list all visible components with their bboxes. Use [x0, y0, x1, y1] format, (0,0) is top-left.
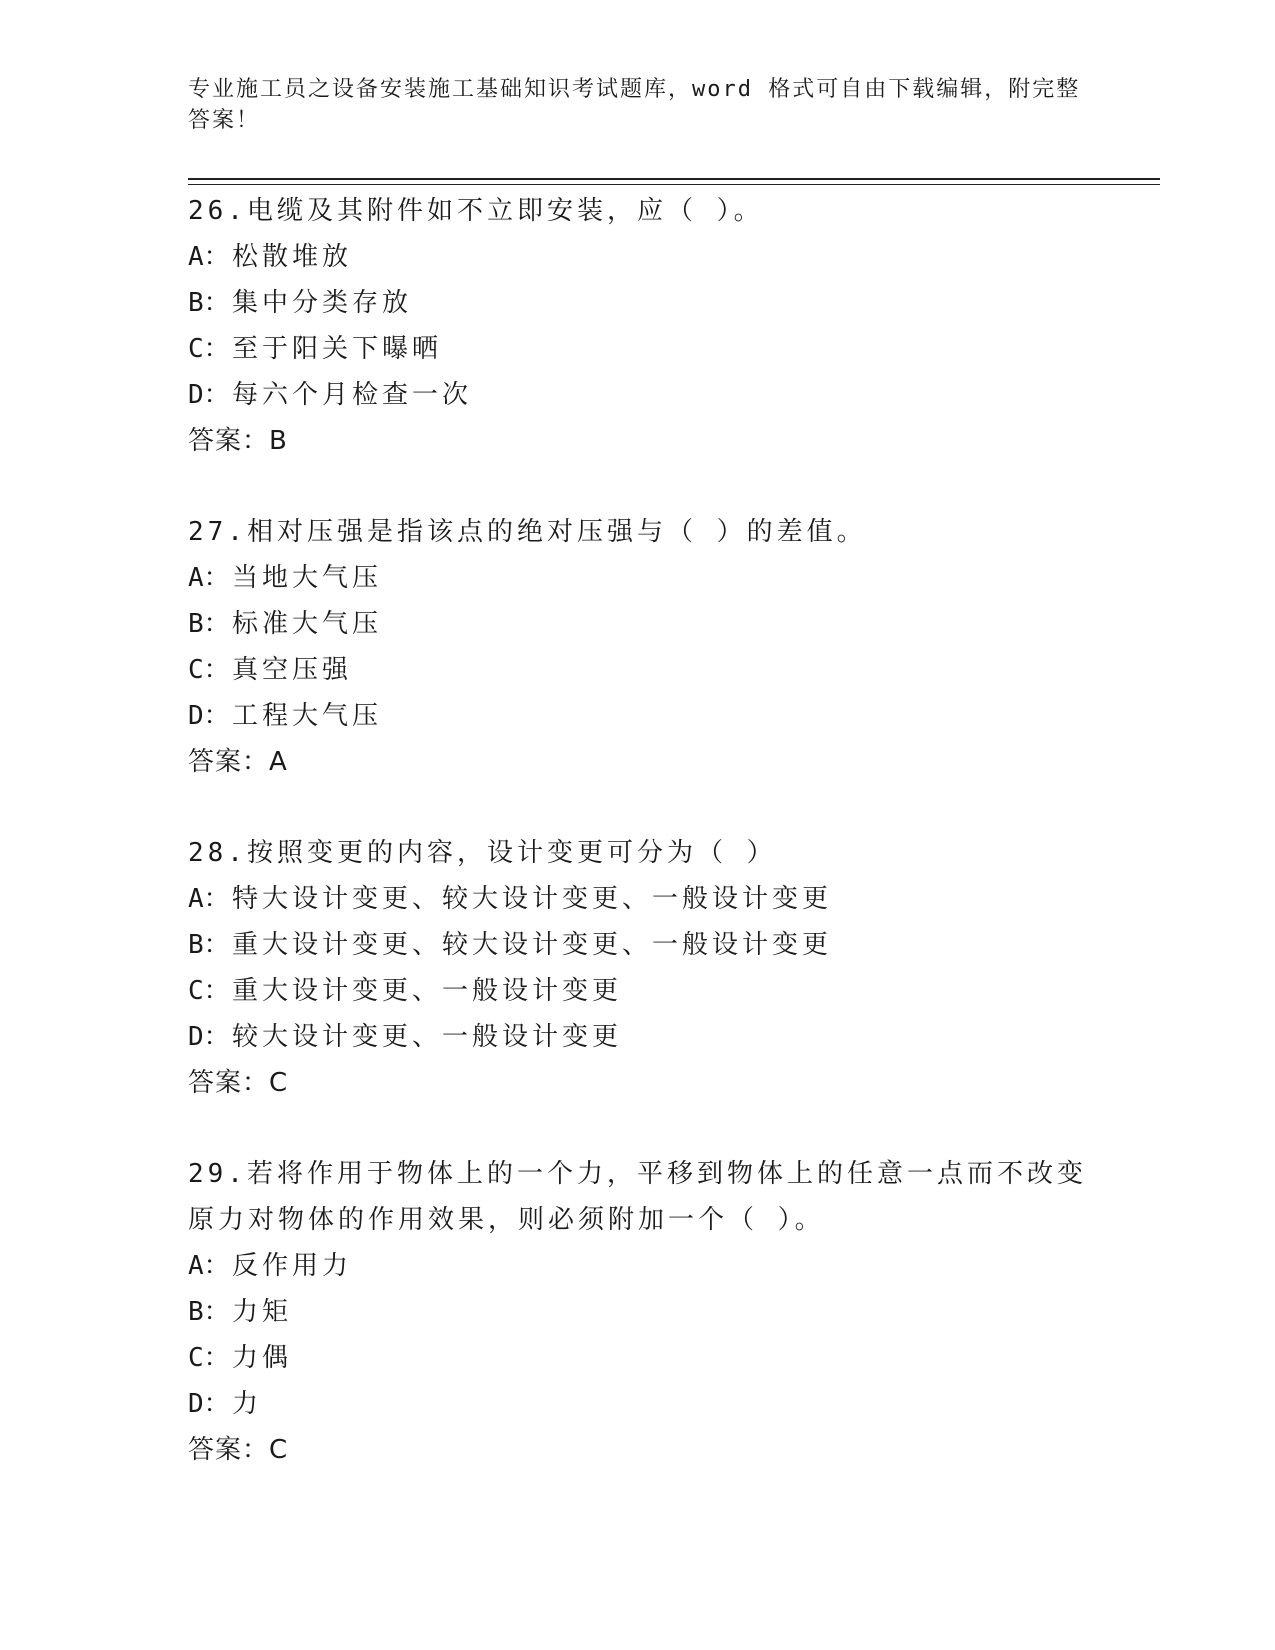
option-d — [188, 1014, 1088, 1060]
option-text: 当地大气压 — [232, 563, 383, 593]
answer-line: 答案：C — [188, 1435, 289, 1465]
option-b — [188, 922, 1088, 968]
option-text: 松散堆放 — [232, 242, 353, 272]
question-28 — [188, 830, 1088, 1106]
option-c — [188, 968, 1088, 1014]
option-text: 至于阳关下曝晒 — [232, 334, 443, 364]
option-a — [188, 555, 1088, 601]
question-list — [188, 188, 1088, 1518]
answer-line: 答案：A — [188, 747, 288, 777]
option-text: 标准大气压 — [232, 609, 383, 639]
option-text: 特大设计变更、较大设计变更、一般设计变更 — [232, 884, 833, 914]
option-a — [188, 1243, 1088, 1289]
option-letter: C： — [188, 1343, 230, 1373]
option-text: 每六个月检查一次 — [232, 380, 473, 410]
option-text: 较大设计变更、一般设计变更 — [232, 1022, 623, 1052]
document-header: 专业施工员之设备安装施工基础知识考试题库，word 格式可自由下载编辑，附完整答案！ — [188, 77, 1081, 133]
question-stem: 29.若将作用于物体上的一个力，平移到物体上的任意一点而不改变原力对物体的作用效果，则必须附加一个（ ）。 — [188, 1159, 1087, 1235]
option-letter: B： — [188, 1297, 230, 1327]
option-letter: D： — [188, 701, 230, 731]
option-c — [188, 1335, 1088, 1381]
option-letter: B： — [188, 609, 230, 639]
option-text: 工程大气压 — [232, 701, 383, 731]
option-letter: A： — [188, 1251, 230, 1281]
question-stem: 28.按照变更的内容，设计变更可分为（ ） — [188, 838, 777, 868]
option-text: 力矩 — [232, 1297, 293, 1327]
question-26 — [188, 188, 1088, 464]
option-d — [188, 1381, 1088, 1427]
question-stem: 27.相对压强是指该点的绝对压强与（ ）的差值。 — [188, 517, 867, 547]
option-letter: A： — [188, 242, 230, 272]
option-b — [188, 601, 1088, 647]
option-letter: D： — [188, 380, 230, 410]
answer-line: 答案：B — [188, 426, 288, 456]
option-text: 力偶 — [232, 1343, 293, 1373]
header-divider-thin — [188, 184, 1160, 185]
option-letter: C： — [188, 976, 230, 1006]
option-a — [188, 234, 1088, 280]
option-letter: C： — [188, 334, 230, 364]
option-text: 重大设计变更、一般设计变更 — [232, 976, 623, 1006]
header-divider-thick — [188, 178, 1160, 180]
option-letter: D： — [188, 1022, 230, 1052]
option-text: 力 — [232, 1389, 263, 1419]
option-letter: C： — [188, 655, 230, 685]
option-text: 反作用力 — [232, 1251, 353, 1281]
answer-line: 答案：C — [188, 1068, 289, 1098]
option-letter: A： — [188, 884, 230, 914]
option-letter: B： — [188, 930, 230, 960]
option-c — [188, 647, 1088, 693]
option-b — [188, 1289, 1088, 1335]
option-letter: B： — [188, 288, 230, 318]
option-c — [188, 326, 1088, 372]
option-text: 重大设计变更、较大设计变更、一般设计变更 — [232, 930, 833, 960]
option-letter: D： — [188, 1389, 230, 1419]
question-27 — [188, 509, 1088, 785]
option-b — [188, 280, 1088, 326]
option-a — [188, 876, 1088, 922]
option-d — [188, 693, 1088, 739]
option-text: 真空压强 — [232, 655, 353, 685]
question-stem: 26.电缆及其附件如不立即安装，应（ ）。 — [188, 196, 764, 226]
question-29 — [188, 1151, 1088, 1473]
option-text: 集中分类存放 — [232, 288, 413, 318]
option-d — [188, 372, 1088, 418]
option-letter: A： — [188, 563, 230, 593]
